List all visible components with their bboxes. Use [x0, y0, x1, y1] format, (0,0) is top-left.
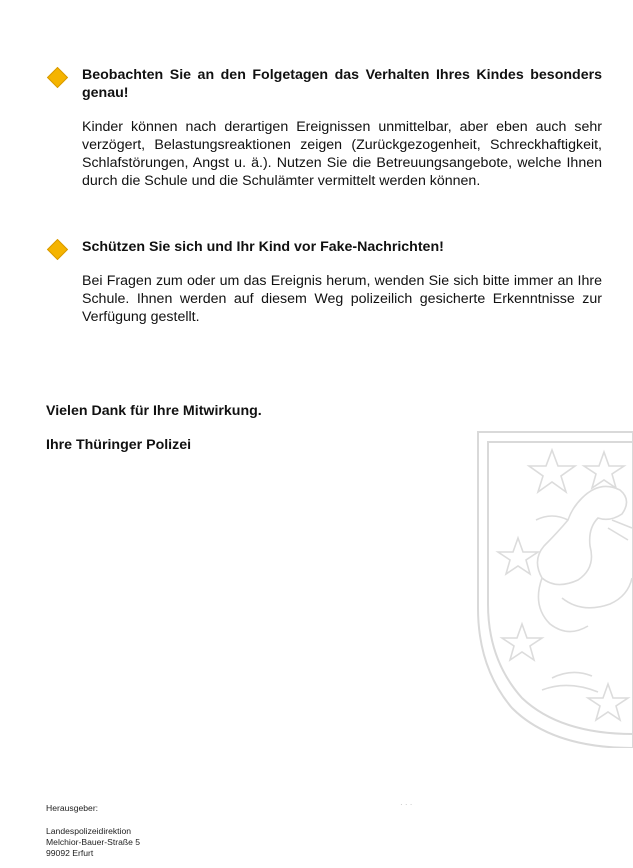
footer-publisher-label: Herausgeber: [46, 803, 99, 813]
diamond-bullet-icon [47, 239, 68, 260]
section-body: Kinder können nach derartigen Ereignissen unmittelbar, aber eben auch sehr verzögert, Belastungsreaktionen zeigen (Zurückgezogenheit, Schreckhaftigkeit, Schlafstörungen, Angst u. ä.). Nutzen Sie die Betreuungsangebote, welche Ihnen durch die Schule und die Schulämter vermittelt werden können. [82, 119, 602, 189]
section-heading: Beobachten Sie an den Folgetagen das Verhalten Ihres Kindes besonders genau! [82, 67, 602, 101]
section-observe [46, 66, 602, 189]
closing-signature: Ihre Thüringer Polizei [46, 437, 192, 453]
section-fake-news [46, 238, 602, 328]
section-heading: Schützen Sie sich und Ihr Kind vor Fake-Nachrichten! [82, 239, 444, 255]
diamond-bullet-icon [47, 67, 68, 88]
footer-street: Melchior-Bauer-Straße 5 [46, 837, 141, 847]
closing-thanks: Vielen Dank für Ihre Mitwirkung. [46, 403, 262, 419]
section-body: Bei Fragen zum oder um das Ereignis herum, wenden Sie sich bitte immer an Ihre Schule. Ihnen werden auf diesem Weg polizeilich gesicherte Erkenntnisse zur Verfügung gestellt. [82, 273, 602, 325]
footer-org: Landespolizeidirektion [46, 826, 132, 836]
thuringia-lion-coat-of-arms-watermark [472, 428, 633, 748]
scan-speck: · · · [400, 800, 413, 809]
footer-city: 99092 Erfurt [46, 848, 94, 858]
